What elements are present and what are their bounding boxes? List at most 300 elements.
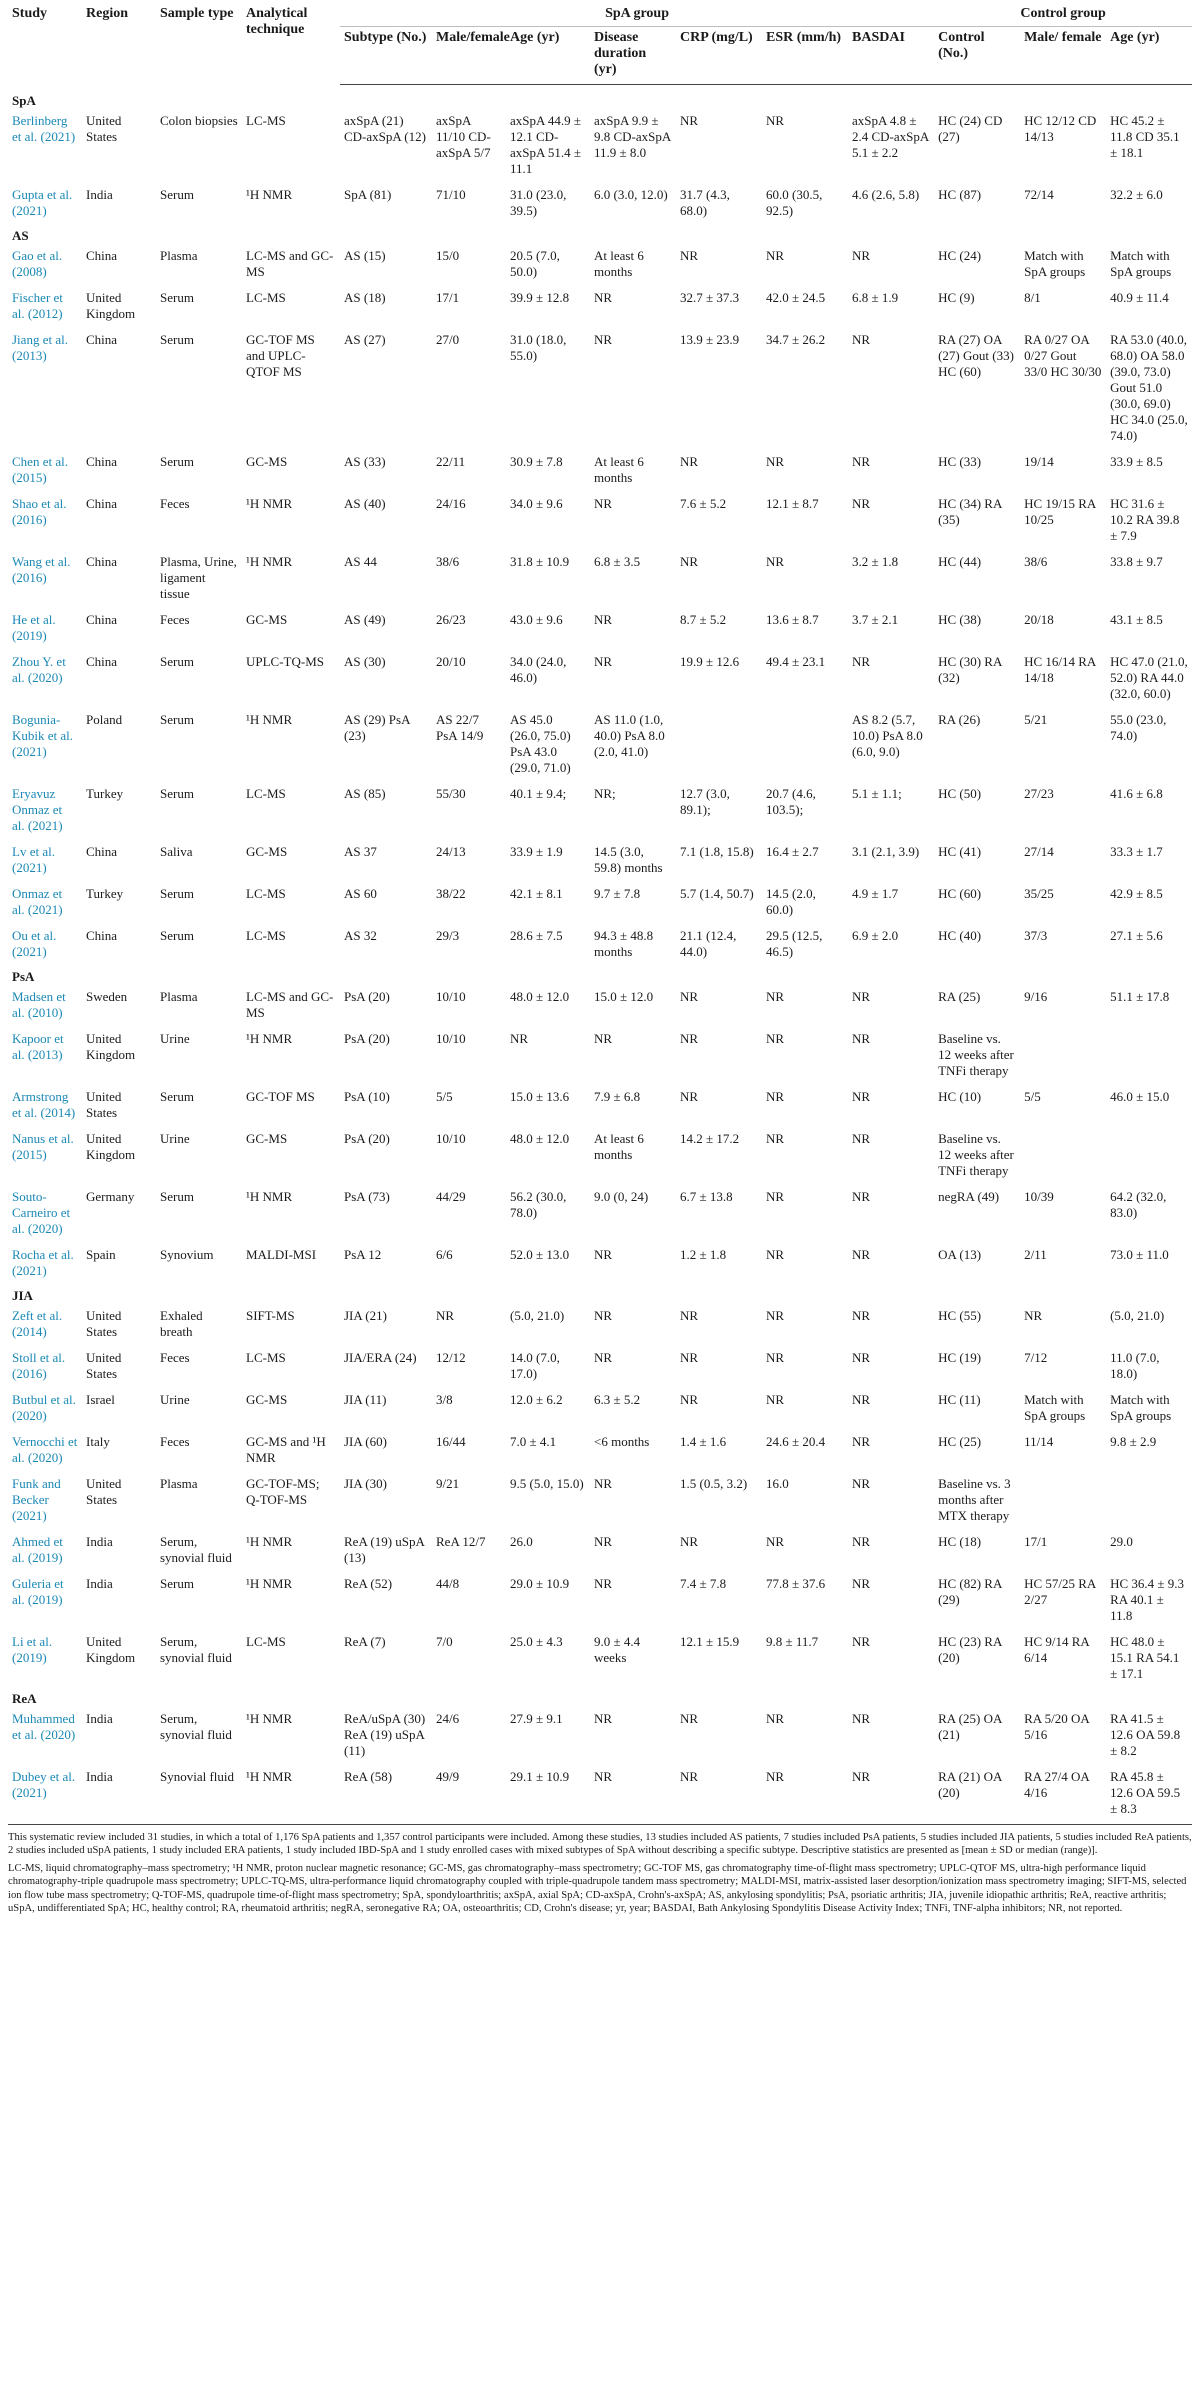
table-row [8,1708,1192,1766]
technique-cell: GC-MS [246,844,288,859]
basdai-cell: NR [852,454,871,469]
disease-duration-cell: AS 11.0 (1.0, 40.0) PsA 8.0 (2.0, 41.0) [594,712,665,759]
crp-cell: NR [680,1089,699,1104]
study-cell[interactable]: Gao et al. (2008) [12,248,63,279]
technique-cell: GC-MS [246,1392,288,1407]
subtype-cell: AS (18) [344,290,386,305]
header-disease-duration: Disease duration (yr) [590,27,676,85]
basdai-cell: NR [852,248,871,263]
esr-cell: NR [766,554,785,569]
age-cell: 34.0 (24.0, 46.0) [510,654,567,685]
sample-type-cell: Serum, synovial fluid [160,1534,232,1565]
control-cell: OA (13) [938,1247,982,1262]
control-cell: HC (40) [938,928,982,943]
disease-duration-cell: 9.0 ± 4.4 weeks [594,1634,641,1665]
disease-duration-cell: NR [594,496,613,511]
basdai-cell: NR [852,1634,871,1649]
esr-cell: 14.5 (2.0, 60.0) [766,886,816,917]
control-cell: RA (27) OA (27) Gout (33) HC (60) [938,332,1014,379]
study-cell[interactable]: Eryavuz Onmaz et al. (2021) [12,786,63,833]
crp-cell: NR [680,248,699,263]
male-female-cell: 44/8 [436,1576,460,1591]
basdai-cell: 6.9 ± 2.0 [852,928,899,943]
study-cell[interactable]: Stoll et al. (2016) [12,1350,66,1381]
control-age-cell: 64.2 (32.0, 83.0) [1110,1189,1167,1220]
region-cell: China [86,454,118,469]
crp-cell: 12.7 (3.0, 89.1); [680,786,730,817]
technique-cell: GC-TOF MS and UPLC-QTOF MS [246,332,315,379]
control-age-cell: 33.3 ± 1.7 [1110,844,1163,859]
crp-cell: 32.7 ± 37.3 [680,290,740,305]
control-age-cell: RA 45.8 ± 12.6 OA 59.5 ± 8.3 [1110,1769,1181,1816]
section-header-row [8,1689,1192,1708]
disease-duration-cell: At least 6 months [594,248,644,279]
study-cell[interactable]: Dubey et al. (2021) [12,1769,76,1800]
study-cell[interactable]: Butbul et al. (2020) [12,1392,76,1423]
study-cell[interactable]: Wang et al. (2016) [12,554,71,585]
basdai-cell: NR [852,989,871,1004]
basdai-cell: NR [852,1089,871,1104]
disease-duration-cell: NR [594,290,613,305]
table-row [8,841,1192,883]
basdai-cell: NR [852,1131,871,1146]
disease-duration-cell: NR [594,1247,613,1262]
technique-cell: LC-MS [246,1634,286,1649]
control-age-cell: 41.6 ± 6.8 [1110,786,1163,801]
control-age-cell: 43.1 ± 8.5 [1110,612,1163,627]
male-female-cell: 16/44 [436,1434,466,1449]
disease-duration-cell: At least 6 months [594,1131,644,1162]
technique-cell: LC-MS and GC-MS [246,989,334,1020]
esr-cell: NR [766,1131,785,1146]
technique-cell: LC-MS [246,113,286,128]
table-row [8,551,1192,609]
table-row [8,1244,1192,1286]
technique-cell: GC-MS [246,454,288,469]
basdai-cell: 4.6 (2.6, 5.8) [852,187,920,202]
study-cell[interactable]: Souto-Carneiro et al. (2020) [12,1189,71,1236]
control-cell: Baseline vs. 3 months after MTX therapy [938,1476,1011,1523]
subtype-cell: JIA (60) [344,1434,387,1449]
disease-duration-cell: NR [594,1711,613,1726]
male-female-cell: 49/9 [436,1769,460,1784]
study-cell[interactable]: Kapoor et al. (2013) [12,1031,64,1062]
crp-cell: 13.9 ± 23.9 [680,332,740,347]
sample-type-cell: Serum [160,928,194,943]
control-cell: HC (18) [938,1534,982,1549]
control-cell: HC (9) [938,290,975,305]
crp-cell: NR [680,554,699,569]
control-male-female-cell: 19/14 [1024,454,1054,469]
sample-type-cell: Plasma [160,248,198,263]
esr-cell: NR [766,1534,785,1549]
age-cell: 27.9 ± 9.1 [510,1711,563,1726]
age-cell: 40.1 ± 9.4; [510,786,567,801]
study-cell[interactable]: Ahmed et al. (2019) [12,1534,63,1565]
control-male-female-cell: HC 12/12 CD 14/13 [1024,113,1097,144]
technique-cell: ¹H NMR [246,1769,293,1784]
esr-cell: 16.4 ± 2.7 [766,844,819,859]
technique-cell: UPLC-TQ-MS [246,654,325,669]
control-cell: negRA (49) [938,1189,1000,1204]
disease-duration-cell: NR [594,1476,613,1491]
esr-cell: 24.6 ± 20.4 [766,1434,826,1449]
technique-cell: ¹H NMR [246,1031,293,1046]
esr-cell: 77.8 ± 37.6 [766,1576,826,1591]
region-cell: China [86,928,118,943]
sample-type-cell: Serum [160,1189,194,1204]
esr-cell: NR [766,1350,785,1365]
disease-duration-cell: NR [594,612,613,627]
header-region: Region [86,6,128,21]
basdai-cell: NR [852,1189,871,1204]
control-cell: HC (23) RA (20) [938,1634,1002,1665]
section-header-row [8,967,1192,986]
subtype-cell: JIA/ERA (24) [344,1350,417,1365]
technique-cell: MALDI-MSI [246,1247,317,1262]
control-male-female-cell: 10/39 [1024,1189,1054,1204]
technique-cell: ¹H NMR [246,554,293,569]
control-age-cell: 9.8 ± 2.9 [1110,1434,1157,1449]
basdai-cell: NR [852,1434,871,1449]
basdai-cell: NR [852,332,871,347]
crp-cell: NR [680,1711,699,1726]
control-male-female-cell: 8/1 [1024,290,1041,305]
control-age-cell [1106,1128,1192,1186]
sample-type-cell: Serum [160,786,194,801]
table-body [8,85,1192,1825]
esr-cell: NR [766,1189,785,1204]
esr-cell: 60.0 (30.5, 92.5) [766,187,823,218]
technique-cell: ¹H NMR [246,1534,293,1549]
esr-cell: 34.7 ± 26.2 [766,332,826,347]
study-cell[interactable]: Guleria et al. (2019) [12,1576,64,1607]
table-row [8,883,1192,925]
technique-cell: LC-MS [246,928,286,943]
crp-cell: 8.7 ± 5.2 [680,612,727,627]
age-cell: 7.0 ± 4.1 [510,1434,557,1449]
esr-cell: 9.8 ± 11.7 [766,1634,819,1649]
disease-duration-cell: axSpA 9.9 ± 9.8 CD-axSpA 11.9 ± 8.0 [594,113,671,160]
basdai-cell: AS 8.2 (5.7, 10.0) PsA 8.0 (6.0, 9.0) [852,712,923,759]
control-age-cell: 29.0 [1110,1534,1133,1549]
control-male-female-cell [1020,1028,1106,1086]
subtype-cell: ReA (19) uSpA (13) [344,1534,425,1565]
control-male-female-cell: HC 19/15 RA 10/25 [1024,496,1096,527]
crp-cell: 21.1 (12.4, 44.0) [680,928,737,959]
control-age-cell: (5.0, 21.0) [1110,1308,1165,1323]
basdai-cell: NR [852,1476,871,1491]
control-age-cell: 32.2 ± 6.0 [1110,187,1163,202]
disease-duration-cell: 14.5 (3.0, 59.8) months [594,844,663,875]
technique-cell: GC-MS [246,1131,288,1146]
sample-type-cell: Synovial fluid [160,1769,235,1784]
age-cell: 26.0 [510,1534,533,1549]
male-female-cell: ReA 12/7 [436,1534,486,1549]
male-female-cell: AS 22/7 PsA 14/9 [436,712,484,743]
sample-type-cell: Feces [160,612,190,627]
footnote-summary: This systematic review included 31 studies, in which a total of 1,176 SpA patients and 1,357 control participants were included. Among these studies, 13 studies included AS patients, 7 studies included PsA patients, 5 studies included JIA patients, 5 studies included ReA patients, 2 studies included uSpA patients, 1 study included ERA patients, 1 study included IBD-SpA and 1 study enrolled cases with mixed subtypes of SpA without describing a specific subtype. Descriptive statistics are presented as [mean ± SD or median (range)]. [8,1832,1192,1857]
study-cell[interactable]: Chen et al. (2015) [12,454,68,485]
study-cell[interactable]: Berlinberg et al. (2021) [12,113,76,144]
sample-type-cell: Serum [160,1089,194,1104]
esr-cell: 13.6 ± 8.7 [766,612,819,627]
disease-duration-cell: <6 months [594,1434,650,1449]
disease-duration-cell: NR [594,1576,613,1591]
control-age-cell: HC 48.0 ± 15.1 RA 54.1 ± 17.1 [1110,1634,1180,1681]
region-cell: China [86,496,118,511]
header-esr: ESR (mm/h) [762,27,848,85]
study-cell[interactable]: Fischer et al. (2012) [12,290,63,321]
table-row [8,110,1192,184]
control-male-female-cell: RA 0/27 OA 0/27 Gout 33/0 HC 30/30 [1024,332,1102,379]
male-female-cell: 38/22 [436,886,466,901]
disease-duration-cell: 9.0 (0, 24) [594,1189,649,1204]
age-cell: 15.0 ± 13.6 [510,1089,570,1104]
crp-cell: 1.2 ± 1.8 [680,1247,727,1262]
male-female-cell: 6/6 [436,1247,453,1262]
control-cell: Baseline vs. 12 weeks after TNFi therapy [938,1031,1014,1078]
subtype-cell: PsA (20) [344,1131,390,1146]
sample-type-cell: Serum [160,654,194,669]
study-cell[interactable]: Zhou Y. et al. (2020) [12,654,66,685]
control-age-cell: 33.8 ± 9.7 [1110,554,1163,569]
crp-cell: 7.1 (1.8, 15.8) [680,844,754,859]
subtype-cell: AS 32 [344,928,377,943]
study-cell[interactable]: Li et al. (2019) [12,1634,53,1665]
age-cell: 56.2 (30.0, 78.0) [510,1189,567,1220]
control-age-cell: 73.0 ± 11.0 [1110,1247,1169,1262]
region-cell: Turkey [86,786,124,801]
basdai-cell: NR [852,1247,871,1262]
crp-cell: 6.7 ± 13.8 [680,1189,733,1204]
crp-cell: NR [680,1769,699,1784]
male-female-cell: 24/13 [436,844,466,859]
table-row [8,1631,1192,1689]
control-cell: RA (25) [938,989,981,1004]
study-cell[interactable]: Lv et al. (2021) [12,844,55,875]
age-cell: 33.9 ± 1.9 [510,844,563,859]
subtype-cell: JIA (11) [344,1392,387,1407]
technique-cell: LC-MS [246,786,286,801]
study-cell[interactable]: Madsen et al. (2010) [12,989,66,1020]
basdai-cell: NR [852,654,871,669]
disease-duration-cell: 7.9 ± 6.8 [594,1089,641,1104]
region-cell: India [86,187,113,202]
control-age-cell: 11.0 (7.0, 18.0) [1110,1350,1160,1381]
header-control-group: Control group [934,0,1192,27]
technique-cell: GC-MS [246,612,288,627]
esr-cell: NR [766,1031,785,1046]
control-male-female-cell: 38/6 [1024,554,1048,569]
control-male-female-cell: 2/11 [1024,1247,1047,1262]
control-cell: HC (30) RA (32) [938,654,1002,685]
control-age-cell [1106,1473,1192,1531]
age-cell: 14.0 (7.0, 17.0) [510,1350,560,1381]
crp-cell: 14.2 ± 17.2 [680,1131,740,1146]
esr-cell: NR [766,1089,785,1104]
sample-type-cell: Feces [160,496,190,511]
table-row [8,709,1192,783]
technique-cell: GC-MS and ¹H NMR [246,1434,326,1465]
control-age-cell: RA 53.0 (40.0, 68.0) OA 58.0 (39.0, 73.0) Gout 51.0 (30.0, 69.0) HC 34.0 (25.0, 74.0) [1110,332,1188,443]
subtype-cell: JIA (30) [344,1476,387,1491]
control-male-female-cell: 17/1 [1024,1534,1048,1549]
basdai-cell: NR [852,1534,871,1549]
control-cell: HC (44) [938,554,982,569]
esr-cell: NR [766,1769,785,1784]
region-cell: Spain [86,1247,116,1262]
sample-type-cell: Saliva [160,844,193,859]
region-cell: United States [86,1308,122,1339]
table-row [8,184,1192,226]
disease-duration-cell: NR [594,332,613,347]
table-row [8,1086,1192,1128]
disease-duration-cell: NR [594,1350,613,1365]
control-cell: HC (34) RA (35) [938,496,1002,527]
sample-type-cell: Serum, synovial fluid [160,1634,232,1665]
disease-duration-cell: NR [594,1769,613,1784]
technique-cell: GC-TOF-MS; Q-TOF-MS [246,1476,320,1507]
control-age-cell: 33.9 ± 8.5 [1110,454,1163,469]
control-male-female-cell: 27/14 [1024,844,1054,859]
sample-type-cell: Serum, synovial fluid [160,1711,232,1742]
male-female-cell: 24/16 [436,496,466,511]
esr-cell: NR [766,248,785,263]
basdai-cell: NR [852,1576,871,1591]
table-row [8,1347,1192,1389]
technique-cell: SIFT-MS [246,1308,295,1323]
table-row [8,245,1192,287]
control-age-cell: Match with SpA groups [1110,248,1172,279]
subtype-cell: PsA (20) [344,1031,390,1046]
table-row [8,1389,1192,1431]
disease-duration-cell: 9.7 ± 7.8 [594,886,641,901]
esr-cell: 29.5 (12.5, 46.5) [766,928,823,959]
sample-type-cell: Plasma, Urine, ligament tissue [160,554,237,601]
control-cell: HC (60) [938,886,982,901]
study-cell[interactable]: Gupta et al. (2021) [12,187,73,218]
study-cell[interactable]: Funk and Becker (2021) [12,1476,61,1523]
study-cell[interactable]: Nanus et al. (2015) [12,1131,74,1162]
header-crp: CRP (mg/L) [676,27,762,85]
age-cell: 42.1 ± 8.1 [510,886,563,901]
esr-cell: 42.0 ± 24.5 [766,290,826,305]
male-female-cell: 44/29 [436,1189,466,1204]
sample-type-cell: Exhaled breath [160,1308,203,1339]
control-age-cell: HC 31.6 ± 10.2 RA 39.8 ± 7.9 [1110,496,1180,543]
region-cell: Sweden [86,989,128,1004]
basdai-cell: 4.9 ± 1.7 [852,886,899,901]
study-cell[interactable]: Muhammed et al. (2020) [12,1711,76,1742]
male-female-cell: 71/10 [436,187,466,202]
sample-type-cell: Serum [160,454,194,469]
sample-type-cell: Serum [160,1576,194,1591]
sample-type-cell: Synovium [160,1247,214,1262]
esr-cell: 16.0 [766,1476,789,1491]
control-age-cell: 46.0 ± 15.0 [1110,1089,1170,1104]
region-cell: United States [86,1476,122,1507]
header-study: Study [12,6,48,21]
study-cell[interactable]: Rocha et al. (2021) [12,1247,74,1278]
basdai-cell: 3.7 ± 2.1 [852,612,899,627]
subtype-cell: AS (40) [344,496,386,511]
disease-duration-cell: 6.8 ± 3.5 [594,554,641,569]
table-row [8,1186,1192,1244]
subtype-cell: ReA (58) [344,1769,393,1784]
technique-cell: ¹H NMR [246,712,293,727]
study-cell[interactable]: Onmaz et al. (2021) [12,886,63,917]
header-age: Age (yr) [506,27,590,85]
control-cell: HC (38) [938,612,982,627]
crp-cell: 19.9 ± 12.6 [680,654,740,669]
basdai-cell: NR [852,496,871,511]
study-cell[interactable]: Zeft et al. (2014) [12,1308,63,1339]
technique-cell: ¹H NMR [246,187,293,202]
disease-duration-cell: 6.0 (3.0, 12.0) [594,187,668,202]
sample-type-cell: Serum [160,712,194,727]
subtype-cell: PsA (10) [344,1089,390,1104]
age-cell: 48.0 ± 12.0 [510,1131,570,1146]
male-female-cell: 22/11 [436,454,466,469]
technique-cell: ¹H NMR [246,496,293,511]
control-cell: HC (19) [938,1350,982,1365]
region-cell: India [86,1769,113,1784]
control-age-cell: 51.1 ± 17.8 [1110,989,1170,1004]
crp-cell: 1.4 ± 1.6 [680,1434,727,1449]
header-male-female: Male/female [432,27,506,85]
region-cell: India [86,1711,113,1726]
table-row [8,986,1192,1028]
technique-cell: GC-TOF MS [246,1089,315,1104]
study-cell[interactable]: Armstrong et al. (2014) [12,1089,76,1120]
technique-cell: LC-MS [246,290,286,305]
subtype-cell: AS (85) [344,786,386,801]
crp-cell: NR [680,1308,699,1323]
section-title: JIA [12,1288,33,1303]
male-female-cell: axSpA 11/10 CD-axSpA 5/7 [436,113,491,160]
basdai-cell: NR [852,1308,871,1323]
basdai-cell: 5.1 ± 1.1; [852,786,902,801]
header-sample-type: Sample type [160,6,234,21]
control-cell: HC (87) [938,187,982,202]
study-cell[interactable]: Shao et al. (2016) [12,496,67,527]
study-cell[interactable]: He et al. (2019) [12,612,56,643]
technique-cell: LC-MS [246,1350,286,1365]
esr-cell: 49.4 ± 23.1 [766,654,826,669]
table-row [8,1128,1192,1186]
crp-cell [676,709,762,783]
basdai-cell: 6.8 ± 1.9 [852,290,899,305]
age-cell: 52.0 ± 13.0 [510,1247,570,1262]
header-control-no: Control (No.) [934,27,1020,85]
control-age-cell: RA 41.5 ± 12.6 OA 59.8 ± 8.2 [1110,1711,1181,1758]
study-cell[interactable]: Bogunia-Kubik et al. (2021) [12,712,74,759]
control-male-female-cell: Match with SpA groups [1024,1392,1086,1423]
age-cell: 34.0 ± 9.6 [510,496,563,511]
male-female-cell: 24/6 [436,1711,460,1726]
region-cell: China [86,554,118,569]
control-cell: HC (55) [938,1308,982,1323]
study-cell[interactable]: Jiang et al. (2013) [12,332,68,363]
control-male-female-cell: 35/25 [1024,886,1054,901]
crp-cell: 31.7 (4.3, 68.0) [680,187,730,218]
age-cell: 48.0 ± 12.0 [510,989,570,1004]
control-cell: RA (26) [938,712,981,727]
study-cell[interactable]: Ou et al. (2021) [12,928,57,959]
study-cell[interactable]: Vernocchi et al. (2020) [12,1434,78,1465]
region-cell: China [86,248,118,263]
